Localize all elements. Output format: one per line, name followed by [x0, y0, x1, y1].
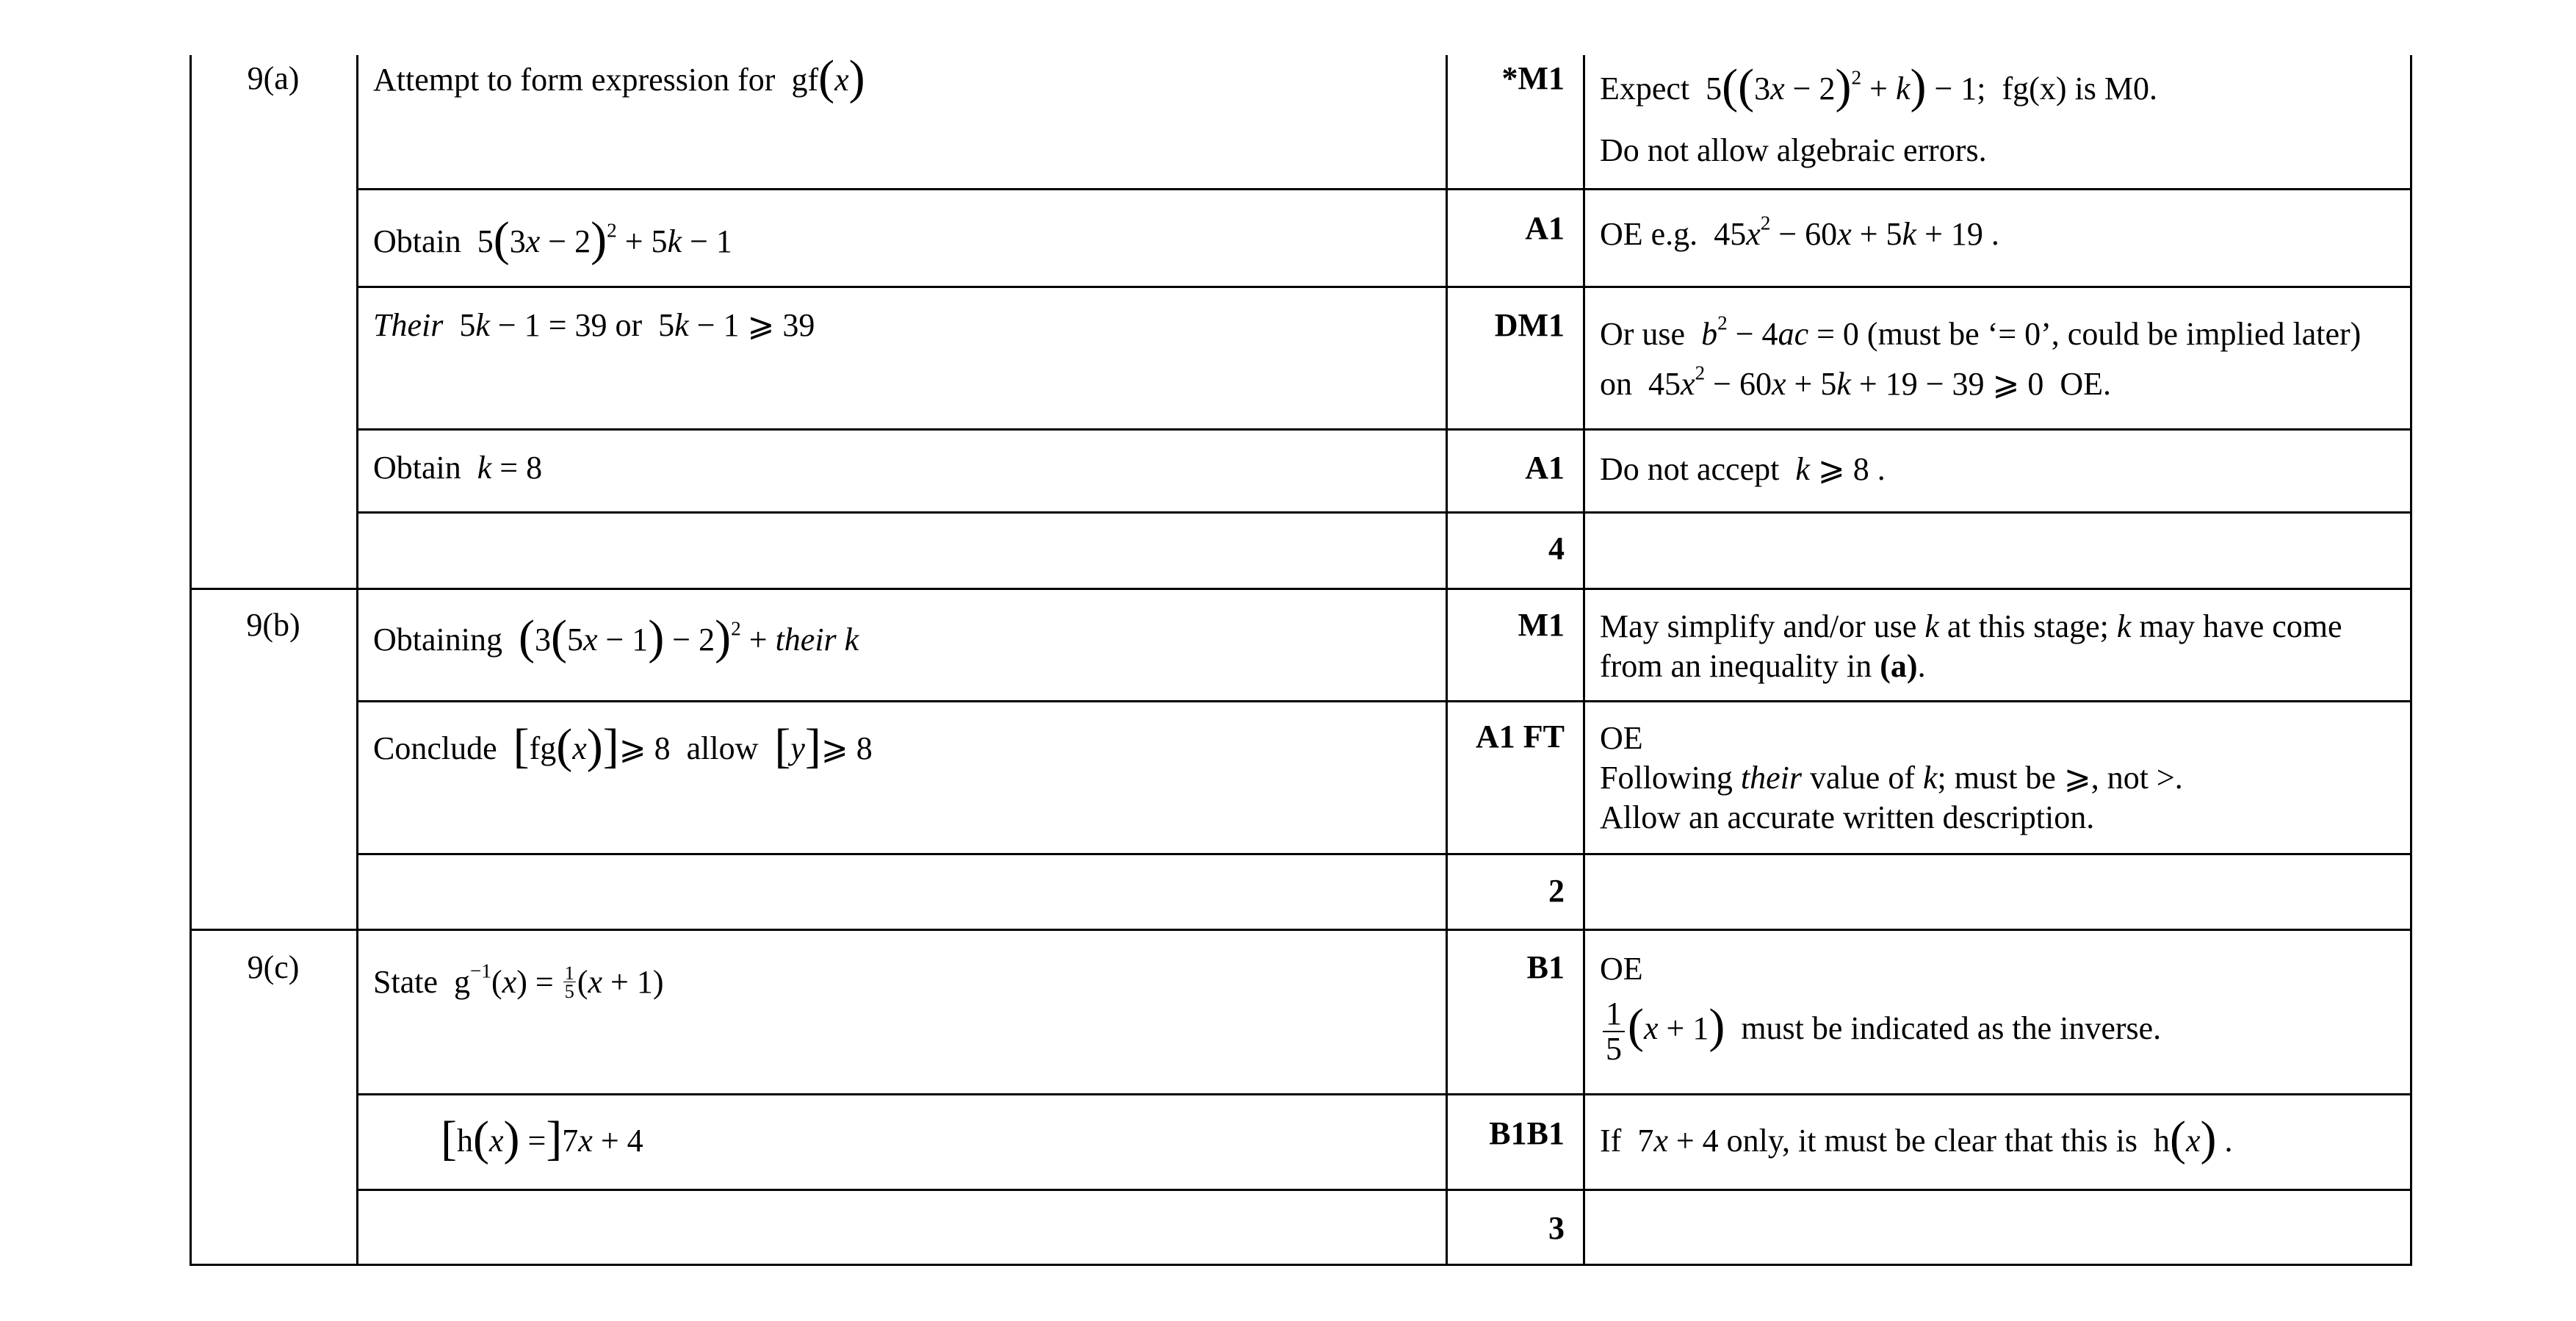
- row-divider: [356, 428, 2412, 431]
- question-number: 9(c): [247, 949, 300, 985]
- mark-cell: A1: [1525, 450, 1565, 486]
- guidance-cell: Do not allow algebraic errors.: [1600, 132, 1987, 168]
- answer-cell: Conclude [fg(x)]⩾ 8 allow [y]⩾ 8: [373, 719, 873, 773]
- table-border-bottom: [190, 1264, 2412, 1266]
- guidance-cell: OE e.g. $45x^2 - 60x + 5k + 19$ .: [1600, 212, 1999, 252]
- total-marks: 4: [1548, 530, 1565, 566]
- total-marks: 2: [1548, 873, 1565, 909]
- question-number: 9(b): [246, 607, 300, 643]
- table-border-left: [190, 588, 192, 1264]
- guidance-cell: If 7x + 4 only, it must be clear that this is h(x) .: [1600, 1111, 2233, 1165]
- question-number: 9(a): [247, 60, 300, 96]
- row-divider: [356, 1093, 2412, 1095]
- mark-cell: A1: [1525, 210, 1565, 246]
- guidance-cell: Following their value of k; must be ⩾, not >.: [1600, 760, 2183, 796]
- mark-cell: DM1: [1494, 307, 1565, 343]
- table-border-left-top: [190, 55, 192, 588]
- part-divider: [190, 588, 2412, 590]
- guidance-cell: Expect $5((3x - 2)^2 + k) - 1$; fg(x) is M0.: [1600, 59, 2157, 113]
- table-border-right: [2410, 55, 2412, 1264]
- mark-cell: B1B1: [1489, 1115, 1565, 1151]
- guidance-cell: from an inequality in (a).: [1600, 648, 1926, 684]
- row-divider: [356, 511, 2412, 514]
- mark-cell: B1: [1526, 949, 1565, 985]
- guidance-cell: $\frac{1}{5}$ (x + 1) must be indicated as the inverse.: [1600, 992, 2161, 1066]
- guidance-cell: Or use $b^2 - 4ac = 0$ (must be ‘= 0’, could be implied later): [1600, 312, 2362, 352]
- guidance-cell: OE: [1600, 720, 1643, 756]
- mark-cell: M1: [1518, 607, 1565, 643]
- guidance-cell: Do not accept k ⩾ 8 .: [1600, 451, 1886, 487]
- row-divider: [356, 1189, 2412, 1191]
- answer-cell: Obtaining $(3(5x - 1) - 2)^2$ + their k: [373, 610, 859, 664]
- row-divider: [356, 700, 2412, 702]
- part-divider: [190, 929, 2412, 931]
- guidance-cell: on $45x^2 - 60x + 5k + 19 - 39$ ⩾ 0 OE.: [1600, 361, 2112, 402]
- row-divider: [356, 286, 2412, 288]
- table-border-answer: [1446, 55, 1448, 1264]
- guidance-cell: Allow an accurate written description.: [1600, 799, 2095, 835]
- mark-cell: A1 FT: [1476, 719, 1565, 755]
- row-divider: [356, 188, 2412, 190]
- answer-cell: Obtain k = 8: [373, 450, 543, 486]
- answer-cell: Their 5k − 1 = 39 or 5k − 1 ⩾ 39: [373, 307, 815, 343]
- guidance-cell: May simplify and/or use k at this stage; k may have come: [1600, 608, 2342, 644]
- mark-cell: *M1: [1501, 60, 1565, 96]
- table-border-qcol: [356, 55, 358, 1264]
- total-marks: 3: [1548, 1210, 1565, 1246]
- guidance-cell: OE: [1600, 951, 1643, 987]
- answer-cell: Obtain $5(3x - 2)^2 + 5k - 1$: [373, 212, 732, 266]
- row-divider: [356, 853, 2412, 855]
- answer-cell: State $g^{-1}(x)$ = $\frac{1}{5}$ (x + 1): [373, 960, 664, 1002]
- answer-cell: [h(x) =]7x + 4: [441, 1111, 643, 1165]
- table-border-marks: [1583, 55, 1585, 1264]
- answer-cell: Attempt to form expression for gf(x): [373, 50, 865, 104]
